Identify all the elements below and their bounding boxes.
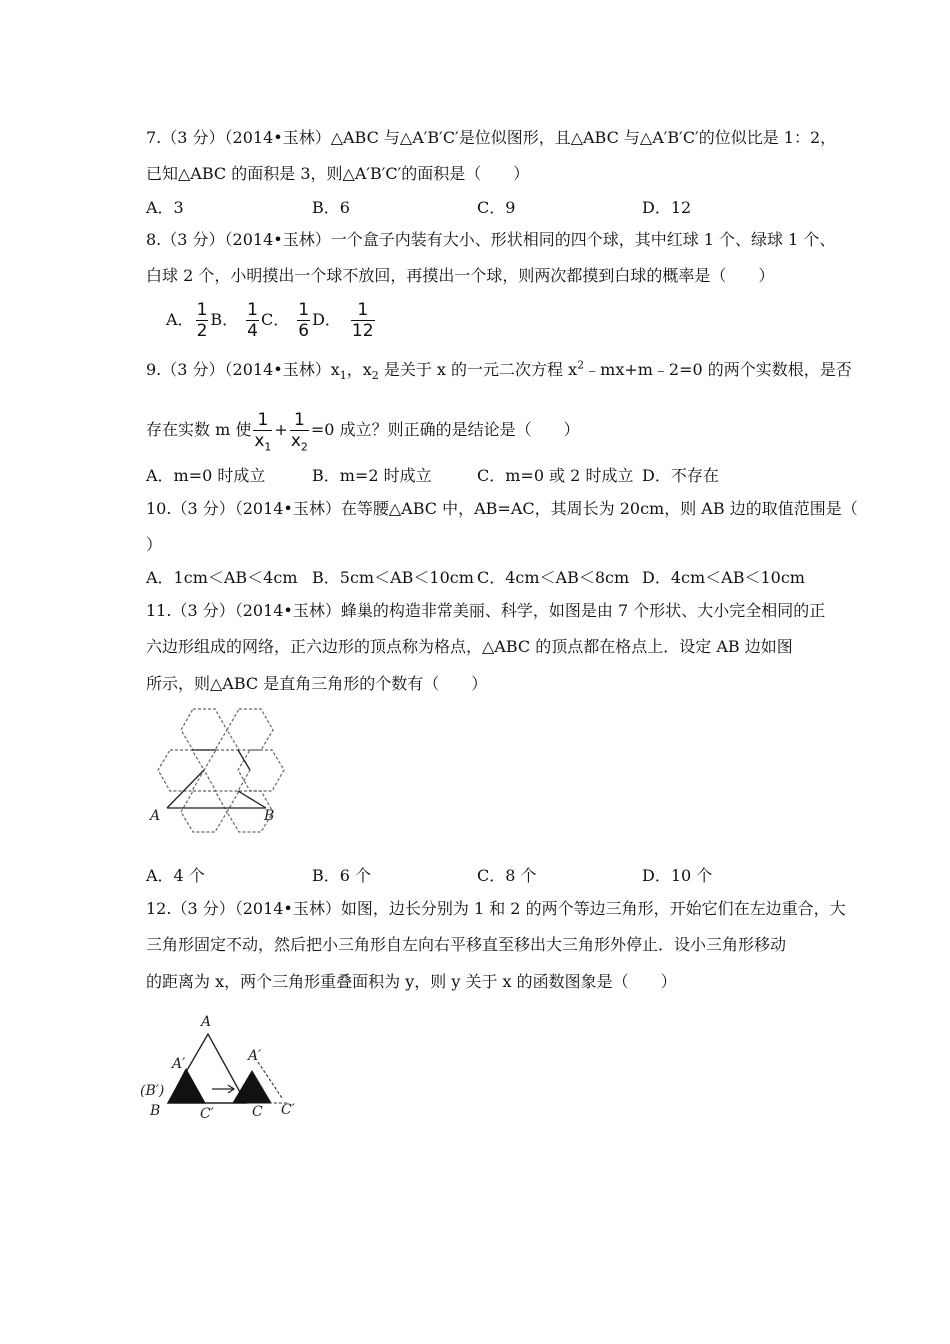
q8-option-a-label: A． xyxy=(166,310,194,329)
q12-triangle-figure xyxy=(138,1010,308,1122)
q10-line2: ） xyxy=(146,535,163,554)
fraction-numerator: 1 xyxy=(247,300,258,320)
q11-label-a: A xyxy=(150,808,161,824)
q11-option-c: C．8 个 xyxy=(477,866,537,885)
q9-option-d: D．不存在 xyxy=(642,466,719,485)
q8-line1: 8.（3 分）（2014•玉林）一个盒子内装有大小、形状相同的四个球，其中红球 1 个、绿球 1 个、 xyxy=(146,230,836,249)
q12-label-b: B xyxy=(150,1103,161,1119)
q10-line1: 10.（3 分）（2014•玉林）在等腰△ABC 中，AB=AC，其周长为 20cm，则 AB 边的取值范围是（ xyxy=(146,499,858,518)
q7-line1: 7.（3 分）（2014•玉林）△ABC 与△A′B′C′是位似图形，且△ABC 与△A′B′C′的位似比是 1：2， xyxy=(146,128,837,147)
q11-option-b: B．6 个 xyxy=(312,866,372,885)
q9-option-b: B．m=2 时成立 xyxy=(312,466,432,485)
q9-line2: 存在实数 m 使 $\frac{1}{x_1}$ + $\frac{1}{x_2}$ =0 成立？则正确的是结论是（ ） xyxy=(146,410,580,454)
q10-option-d: D．4cm＜AB＜10cm xyxy=(642,568,805,587)
q12-label-b-prime: (B′) xyxy=(140,1083,165,1099)
q8-line2: 白球 2 个，小明摸出一个球不放回，再摸出一个球，则两次都摸到白球的概率是（ ） xyxy=(146,266,775,285)
q9-fraction-2: $\frac{1}{x_2}$ xyxy=(290,410,308,454)
q12-label-c-prime-left: C′ xyxy=(200,1106,214,1122)
q11-option-a: A．4 个 xyxy=(146,866,205,885)
q8-option-d-label: D． xyxy=(312,310,341,329)
q11-line1: 11.（3 分）（2014•玉林）蜂巢的构造非常美丽、科学，如图是由 7 个形状、大小完全相同的正 xyxy=(146,601,826,620)
q10-option-b: B．5cm＜AB＜10cm xyxy=(312,568,474,587)
q10-option-a: A．1cm＜AB＜4cm xyxy=(146,568,298,587)
q12-line3: 的距离为 x，两个三角形重叠面积为 y，则 y 关于 x 的函数图象是（ ） xyxy=(146,972,677,991)
q11-line2: 六边形组成的网络，正六边形的顶点称为格点，△ABC 的顶点都在格点上．设定 AB 边如图 xyxy=(146,637,793,656)
q11-honeycomb-figure xyxy=(140,706,290,854)
q9-line1: 9.（3 分）（2014•玉林）$x_1$，$x_2$ 是关于 x 的一元二次方程 $x^2﹣mx+m﹣2=0$ 的两个实数根，是否 xyxy=(146,358,852,383)
q12-label-a-prime-right: A′ xyxy=(248,1048,262,1064)
q12-label-a-prime-left: A′ xyxy=(172,1056,186,1072)
fraction-denominator: 4 xyxy=(247,321,258,341)
q12-line2: 三角形固定不动，然后把小三角形自左向右平移直至移出大三角形外停止．设小三角形移动 xyxy=(146,935,787,954)
q9-fraction-1: $\frac{1}{x_1}$ xyxy=(254,410,272,454)
q8-fraction-b xyxy=(246,300,259,341)
q8-fraction-d xyxy=(351,300,375,341)
fraction-numerator: 1 xyxy=(357,300,369,320)
q9-option-c: C．m=0 或 2 时成立 xyxy=(477,466,634,485)
q8-options xyxy=(166,300,377,341)
q12-label-a: A xyxy=(201,1014,212,1030)
q7-option-c: C．9 xyxy=(477,198,516,217)
q8-fraction-a xyxy=(196,300,209,341)
fraction-denominator: 12 xyxy=(351,321,374,341)
fraction-numerator: 1 xyxy=(196,300,208,320)
q12-line1: 12.（3 分）（2014•玉林）如图，边长分别为 1 和 2 的两个等边三角形，开始它们在左边重合，大 xyxy=(146,899,846,918)
q7-line2: 已知△ABC 的面积是 3，则△A′B′C′的面积是（ ） xyxy=(146,164,530,183)
q12-label-c-prime-right: C′ xyxy=(281,1102,295,1118)
q9-option-a: A．m=0 时成立 xyxy=(146,466,266,485)
q11-option-d: D．10 个 xyxy=(642,866,713,885)
fraction-numerator: 1 xyxy=(298,300,310,320)
q7-option-b: B．6 xyxy=(312,198,350,217)
q7-option-d: D．12 xyxy=(642,198,692,217)
q8-fraction-c xyxy=(297,300,310,341)
q8-option-c-label: C． xyxy=(260,310,290,329)
q8-option-b-label: B． xyxy=(210,310,239,329)
q11-label-b: B xyxy=(264,808,275,824)
q7-option-a: A．3 xyxy=(146,198,184,217)
q12-label-c: C xyxy=(252,1104,263,1120)
q10-option-c: C．4cm＜AB＜8cm xyxy=(477,568,630,587)
fraction-denominator: 6 xyxy=(298,321,310,341)
q11-line3: 所示，则△ABC 是直角三角形的个数有（ ） xyxy=(146,674,488,693)
fraction-denominator: 2 xyxy=(196,321,208,341)
